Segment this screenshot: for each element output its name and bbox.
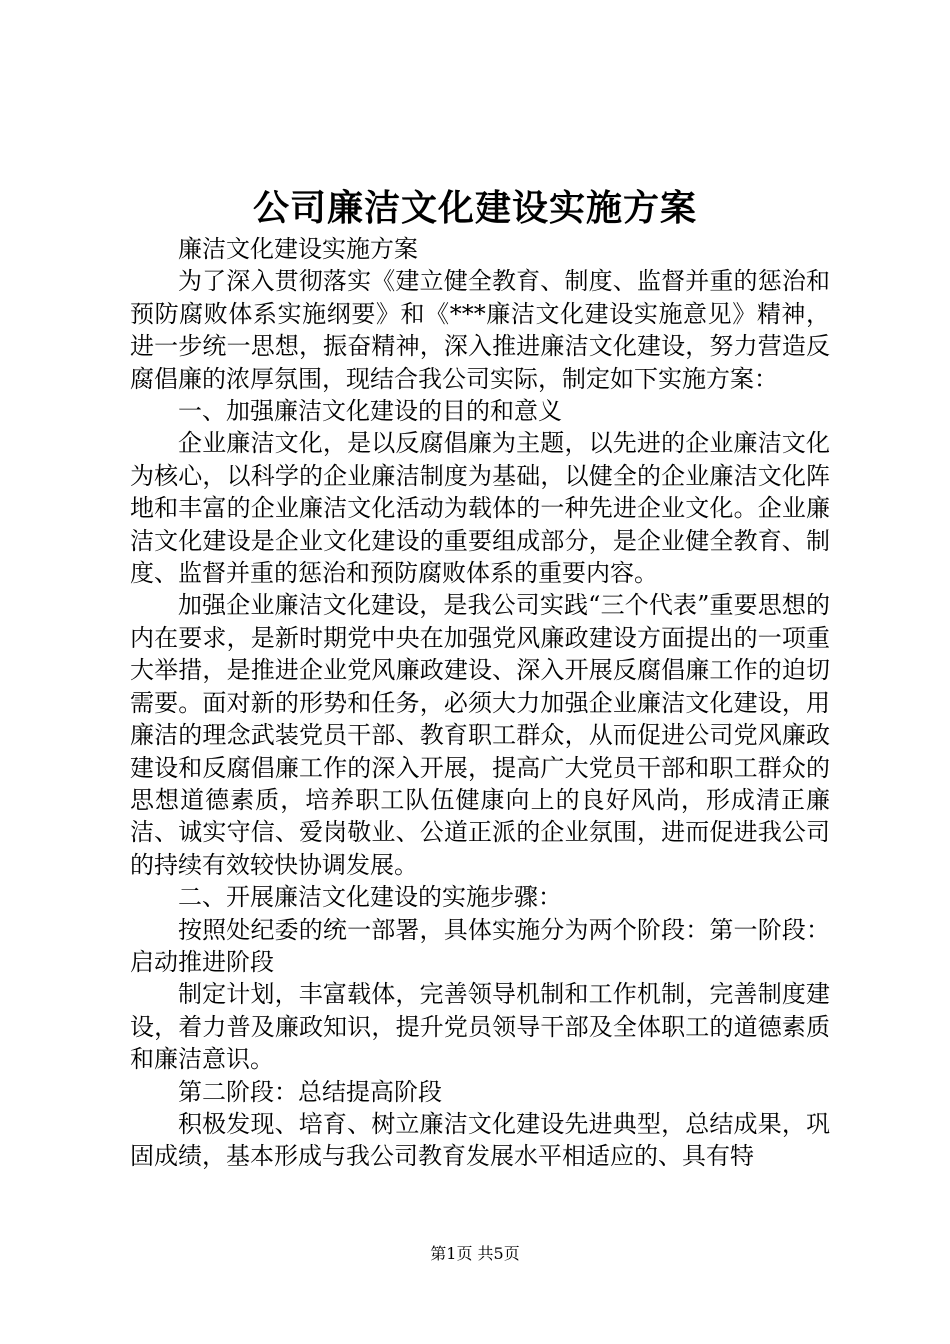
document-body: [130, 233, 830, 1173]
page-footer: 第1页 共5页: [430, 1244, 520, 1263]
paragraph: 企业廉洁文化，是以反腐倡廉为主题，以先进的企业廉洁文化为核心，以科学的企业廉洁制度为基础，以健全的企业廉洁文化阵地和丰富的企业廉洁文化活动为载体的一种先进企业文化。企业廉洁文化建设是企业文化建设的重要组成部分，是企业健全教育、制度、监督并重的惩治和预防腐败体系的重要内容。: [130, 429, 830, 588]
paragraph: 积极发现、培育、树立廉洁文化建设先进典型，总结成果，巩固成绩，基本形成与我公司教育发展水平相适应的、具有特: [130, 1109, 830, 1171]
document-title: 公司廉洁文化建设实施方案: [252, 187, 697, 229]
paragraph-subtitle: 廉洁文化建设实施方案: [178, 235, 418, 263]
section-heading-1: 一、加强廉洁文化建设的目的和意义: [178, 397, 562, 426]
paragraph-intro: 为了深入贯彻落实《建立健全教育、制度、监督并重的惩治和预防腐败体系实施纲要》和《***廉洁文化建设实施意见》精神，进一步统一思想，振奋精神，深入推进廉洁文化建设，努力营造反腐倡廉的浓厚氛围，现结合我公司实际，制定如下实施方案：: [130, 267, 830, 393]
paragraph: 按照处纪委的统一部署，具体实施分为两个阶段：第一阶段：启动推进阶段: [130, 915, 830, 976]
paragraph: 制定计划，丰富载体，完善领导机制和工作机制，完善制度建设，着力普及廉政知识，提升党员领导干部及全体职工的道德素质和廉洁意识。: [130, 980, 830, 1074]
section-heading-2: 二、开展廉洁文化建设的实施步骤：: [178, 883, 562, 912]
stage-heading: 第二阶段：总结提高阶段: [178, 1077, 442, 1106]
paragraph: 加强企业廉洁文化建设，是我公司实践“三个代表”重要思想的内在要求，是新时期党中央在加强党风廉政建设方面提出的一项重大举措，是推进企业党风廉政建设、深入开展反腐倡廉工作的迫切需要。面对新的形势和任务，必须大力加强企业廉洁文化建设，用廉洁的理念武装党员干部、教育职工群众，从而促进公司党风廉政建设和反腐倡廉工作的深入开展，提高广大党员干部和职工群众的思想道德素质，培养职工队伍健康向上的良好风尚，形成清正廉洁、诚实守信、爱岗敬业、公道正派的企业氛围，进而促进我公司的持续有效较快协调发展。: [130, 591, 830, 879]
